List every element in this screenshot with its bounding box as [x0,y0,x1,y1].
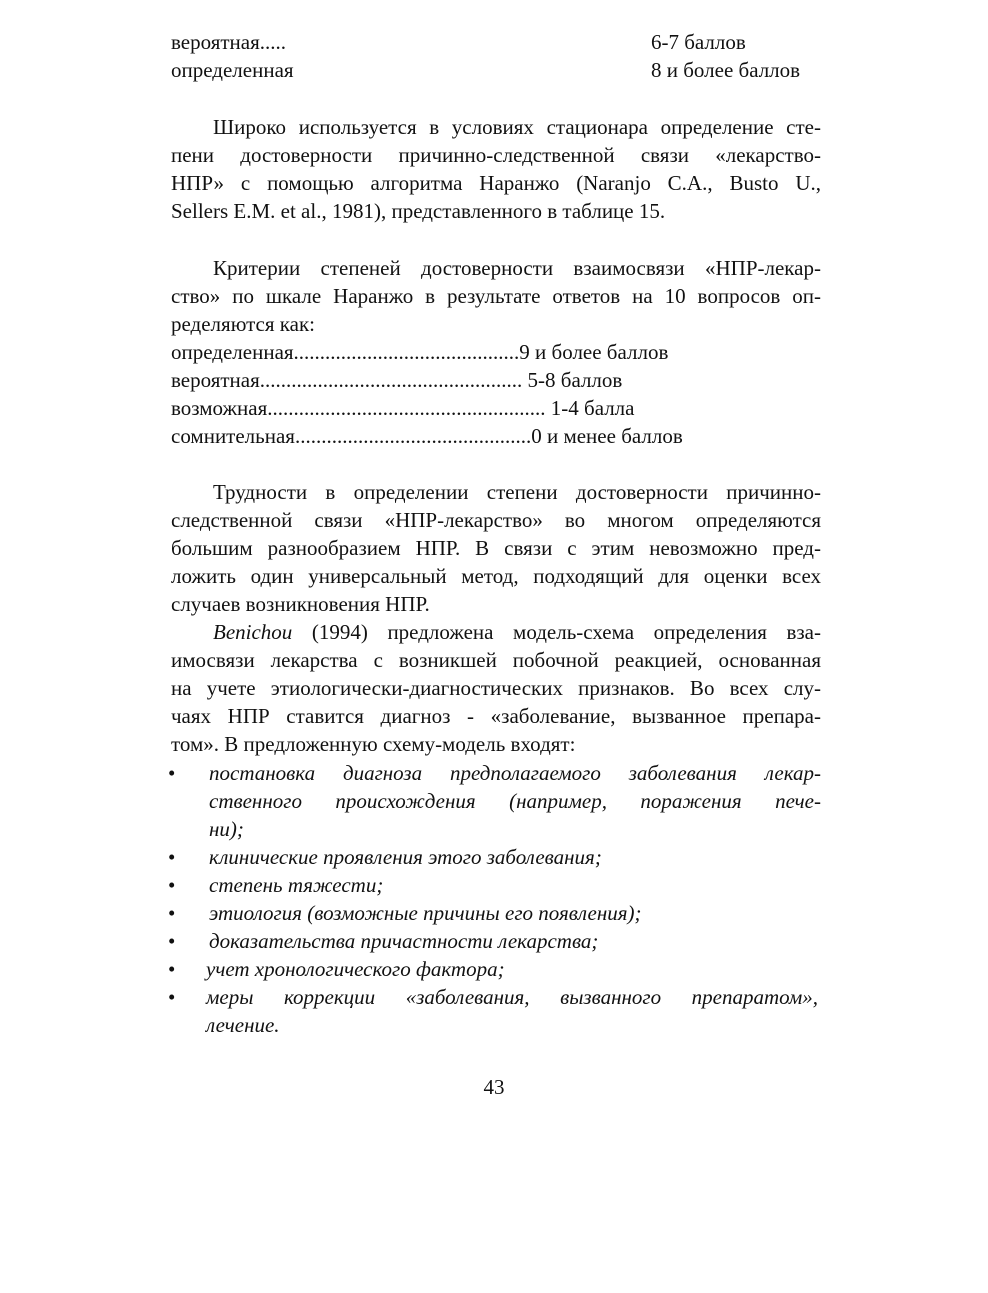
paragraph-line: Критерии степеней достоверности взаимосвязи «НПР-лекар- [213,256,821,280]
bullet-icon: • [168,985,176,1009]
score-label: вероятная..... [171,30,287,54]
paragraph-text: (1994) предложена модель-схема определения вза- [292,620,821,644]
score-label: определенная [171,58,294,82]
list-item: лечение. [206,1013,280,1037]
list-item: ни); [209,817,244,841]
bullet-icon: • [168,845,176,869]
paragraph-line: большим разнообразием НПР. В связи с этим невозможно пред- [171,536,821,560]
paragraph-line: имосвязи лекарства с возникшей побочной реакцией, основанная [171,648,821,672]
scale-row: возможная..................................................... 1-4 балла [171,396,635,420]
paragraph-line: чаях НПР ставится диагноз - «заболевание, вызванное препара- [171,704,821,728]
paragraph-line: ложить один универсальный метод, подходящий для оценки всех [171,564,821,588]
list-item: степень тяжести; [209,873,384,897]
bullet-icon: • [168,901,176,925]
author-name: Benichou [213,620,293,644]
paragraph-line: следственной связи «НПР-лекарство» во многом определяются [171,508,821,532]
paragraph-line: Sellers E.M. et al., 1981), представленного в таблице 15. [171,199,666,223]
scale-row: вероятная.................................................. 5-8 баллов [171,368,623,392]
paragraph-line: ство» по шкале Наранжо в результате ответов на 10 вопросов оп- [171,284,821,308]
page-number: 43 [483,1075,505,1099]
list-item: этиология (возможные причины его появления); [209,901,642,925]
paragraph-line: случаев возникновения НПР. [171,592,430,616]
list-item: доказательства причастности лекарства; [209,929,599,953]
paragraph-line: Трудности в определении степени достоверности причинно- [213,480,821,504]
score-value: 8 и более баллов [651,58,801,82]
bullet-icon: • [168,929,176,953]
paragraph-line: Широко используется в условиях стационара определение сте- [213,115,821,139]
list-item: клинические проявления этого заболевания; [209,845,602,869]
paragraph-line: ределяются как: [171,312,316,336]
list-item: меры коррекции «заболевания, вызванного препаратом», [206,985,818,1009]
paragraph-line: пени достоверности причинно-следственной связи «лекарство- [171,143,821,167]
score-value: 6-7 баллов [651,30,746,54]
list-item: ственного происхождения (например, поражения пече- [209,789,821,813]
paragraph-line [213,618,821,646]
paragraph-line: НПР» с помощью алгоритма Наранжо (Naranjo C.A., Busto U., [171,171,821,195]
paragraph-line: на учете этиологически-диагностических признаков. Во всех слу- [171,676,821,700]
bullet-icon: • [168,957,176,981]
scale-row: сомнительная.............................................0 и менее баллов [171,424,683,448]
bullet-icon: • [168,873,176,897]
list-item: учет хронологического фактора; [206,957,505,981]
list-item: постановка диагноза предполагаемого заболевания лекар- [209,761,821,785]
paragraph-line: том». В предложенную схему-модель входят: [171,732,576,756]
bullet-icon: • [168,761,176,785]
scale-row: определенная...........................................9 и более баллов [171,340,669,364]
